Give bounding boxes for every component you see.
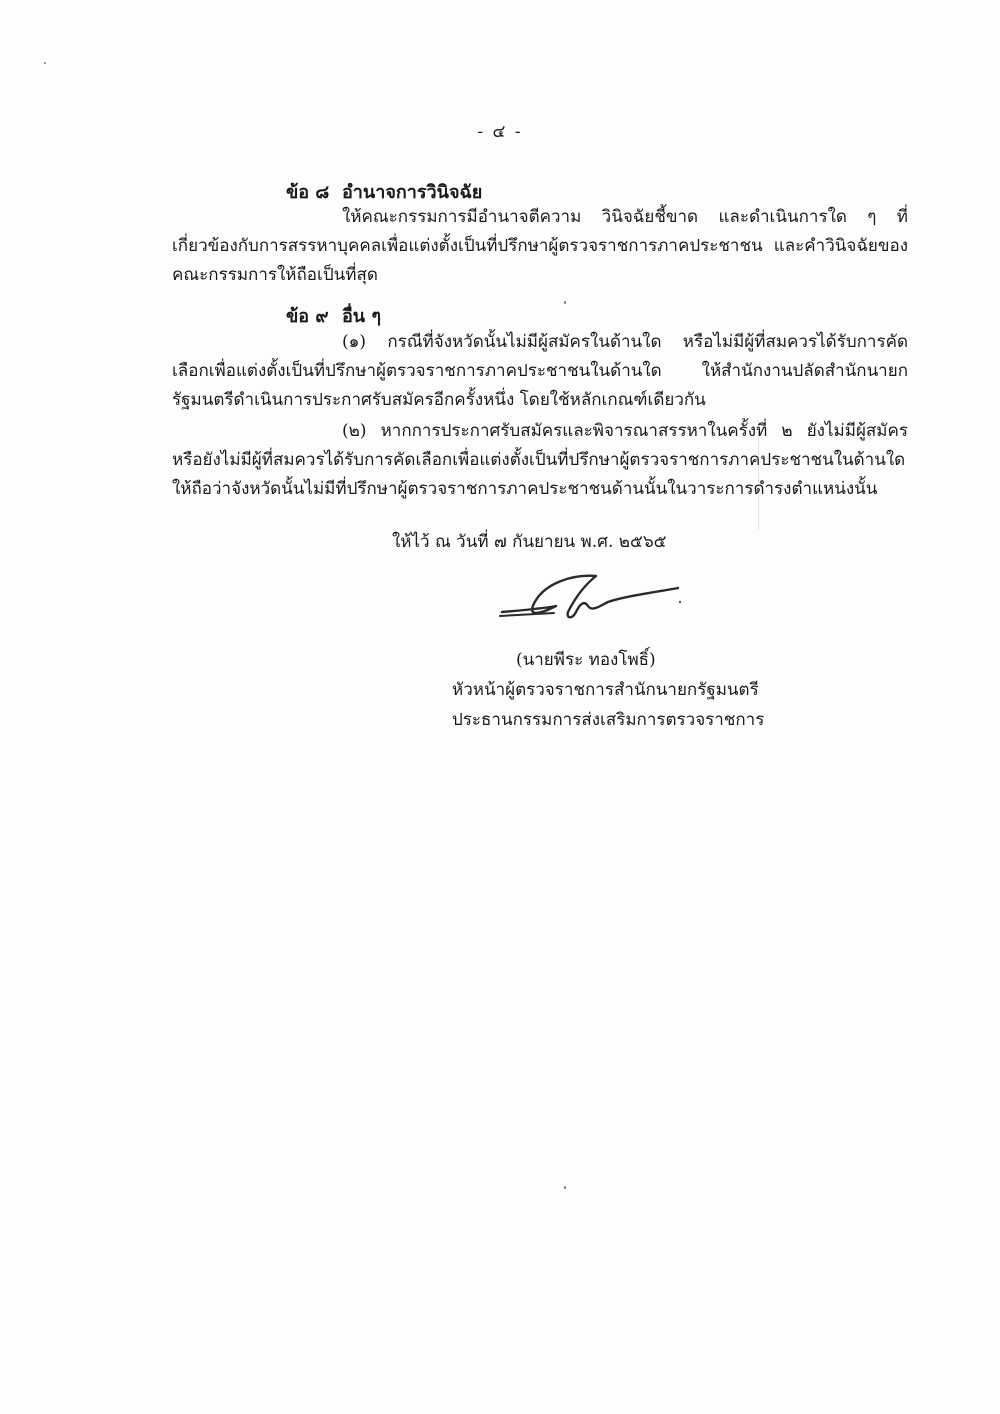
clause-8-number: ข้อ ๘ xyxy=(286,182,330,203)
clause-8-heading xyxy=(286,177,482,206)
clause-9-item-2: (๒) หากการประกาศรับสมัครและพิจารณาสรรหาในครั้งที่ ๒ ยังไม่มีผู้สมัคร หรือยังไม่มีผู้ที่สมควรได้รับการคัดเลือกเพื่อแต่งตั้งเป็นที่ปรึกษาผู้ตรวจราชการภาคประชาชนในด้านใด ให้ถือว่าจังหวัดนั้นไม่มีที่ปรึกษาผู้ตรวจราชการภาคประชาชนด้านนั้นในวาระการดำรงตำแหน่งนั้น xyxy=(172,421,908,499)
clause-9-number: ข้อ ๙ xyxy=(286,306,329,327)
handwritten-signature xyxy=(496,566,686,632)
signatory-title-1: หัวหน้าผู้ตรวจราชการสำนักนายกรัฐมนตรี xyxy=(452,680,759,700)
scan-speck xyxy=(44,62,46,64)
scan-speck xyxy=(564,301,566,304)
clause-8-body: ให้คณะกรรมการมีอำนาจตีความ วินิจฉัยชี้ขาด และดำเนินการใด ๆ ที่เกี่ยวข้องกับการสรรหาบุคคลเพื่อแต่งตั้งเป็นที่ปรึกษาผู้ตรวจราชการภาคประชาชน และคำวินิจฉัยของคณะกรรมการให้ถือเป็นที่สุด xyxy=(172,207,908,285)
page-number: - ๔ - xyxy=(477,122,523,142)
signatory-title-2: ประธานกรรมการส่งเสริมการตรวจราชการ xyxy=(452,710,765,730)
clause-9-heading xyxy=(286,301,381,330)
signatory-name: (นายพีระ ทองโพธิ์) xyxy=(516,650,656,670)
issue-date: ให้ไว้ ณ วันที่ ๗ กันยายน พ.ศ. ๒๕๖๕ xyxy=(392,532,667,552)
clause-9-item-1: (๑) กรณีที่จังหวัดนั้นไม่มีผู้สมัครในด้านใด หรือไม่มีผู้ที่สมควรได้รับการคัดเลือกเพื่อแต่งตั้งเป็นที่ปรึกษาผู้ตรวจราชการภาคประชาชนในด้านใด ให้สำนักงานปลัดสำนักนายกรัฐมนตรีดำเนินการประกาศรับสมัครอีกครั้งหนึ่ง โดยใช้หลักเกณฑ์เดียวกัน xyxy=(172,332,908,410)
clause-8-title: อำนาจการวินิจฉัย xyxy=(342,182,483,203)
clause-9-title: อื่น ๆ xyxy=(342,306,382,327)
scan-artifact-line xyxy=(758,420,759,530)
scan-speck xyxy=(564,1186,566,1189)
